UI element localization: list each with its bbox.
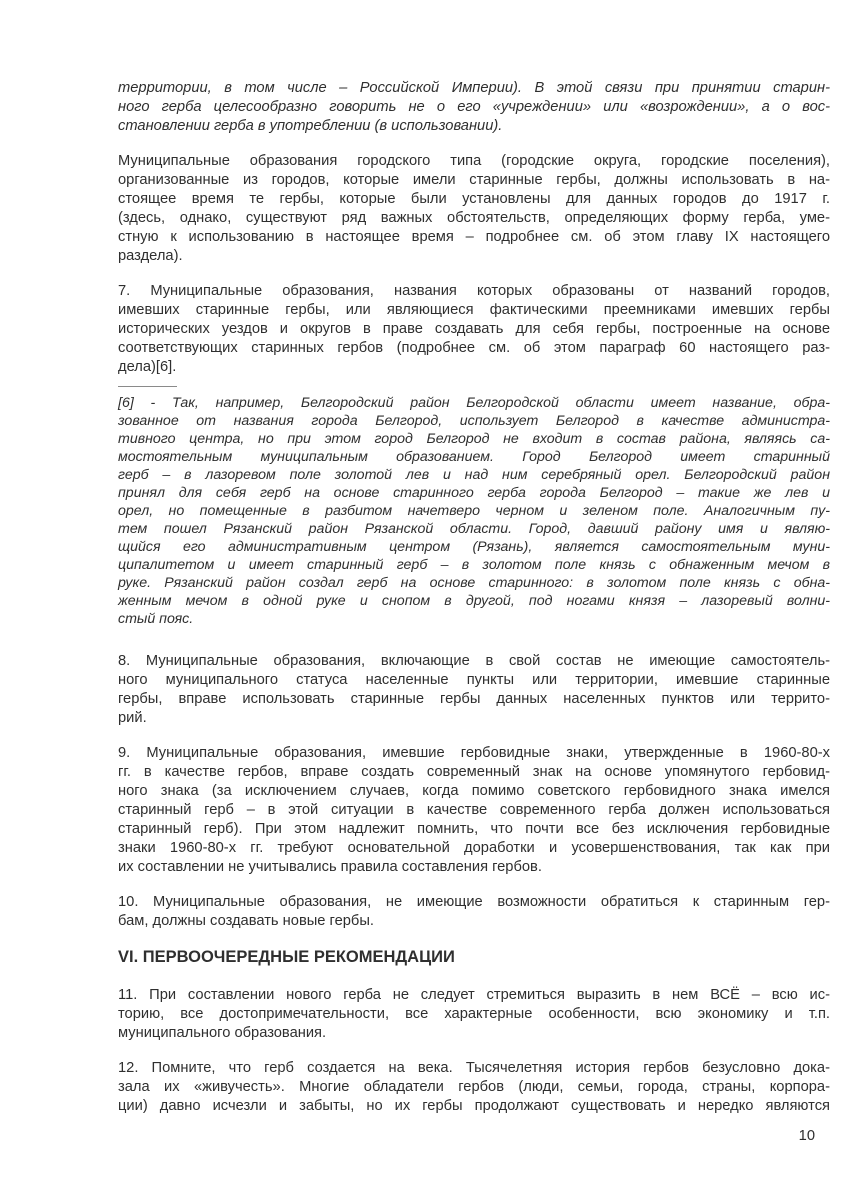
footnote-divider: [118, 386, 177, 387]
text-line: гг. в качестве гербов, вправе создать современный знак на основе упомянутого гербовид-: [118, 764, 830, 780]
text-line: дела)[6].: [118, 359, 177, 375]
text-line: имевших старинные гербы, или являющиеся фактическими преемниками имевших гербы: [118, 302, 830, 318]
text-line: стоящее время те гербы, которые были установлены для данных городов до 1917 г.: [118, 191, 830, 207]
text-line: бам, должны создавать новые гербы.: [118, 913, 374, 929]
text-line: 7. Муниципальные образования, названия которых образованы от названий городов,: [118, 283, 830, 299]
text-line: торию, все достопримечательности, все характерные особенности, всю экономику и т.п.: [118, 1006, 830, 1022]
text-line: 11. При составлении нового герба не следует стремиться выразить в нем ВСЁ – всю ис-: [118, 987, 830, 1003]
text-line: зала их «живучесть». Многие обладатели гербов (люди, семьи, города, страны, корпора-: [118, 1079, 830, 1095]
document-content: [118, 79, 830, 1132]
text-line: стную к использованию в настоящее время – подробнее см. об этом главу IX настоящего: [118, 229, 830, 245]
text-line: организованные из городов, которые имели старинные гербы, должны использовать в на-: [118, 172, 830, 188]
paragraph: [118, 652, 830, 728]
text-line: ципалитетом и имеет старинный герб – в золотом поле князь с обнаженным мечом в: [118, 557, 830, 573]
text-line: тем пошел Рязанский район Рязанской области. Город, давший району имя и являю-: [118, 521, 830, 537]
text-line: раздела).: [118, 248, 183, 264]
text-line: ного герба целесообразно говорить не о его «учреждении» или «возрождении», а о вос-: [118, 99, 830, 115]
text-line: ного муниципального статуса населенные пункты или территории, имевшие старинные: [118, 672, 830, 688]
text-line: их составлении не учитывались правила составления гербов.: [118, 859, 542, 875]
paragraph: [118, 744, 830, 877]
text-line: рий.: [118, 710, 147, 726]
text-line: 8. Муниципальные образования, включающие в свой состав не имеющие самостоятель-: [118, 653, 830, 669]
paragraph: [118, 282, 830, 377]
text-line: [6] - Так, например, Белгородский район Белгородской области имеет название, обра-: [118, 395, 830, 411]
paragraph: [118, 1059, 830, 1116]
text-line: 10. Муниципальные образования, не имеющие возможности обратиться к старинным гер-: [118, 894, 830, 910]
text-line: принял для себя герб на основе старинного герба города Белгород – такие же лев и: [118, 485, 830, 501]
text-line: соответствующих старинных гербов (подробнее см. об этом параграф 60 настоящего раз-: [118, 340, 830, 356]
paragraph: [118, 79, 830, 136]
text-line: территории, в том числе – Российской Империи). В этой связи при принятии старин-: [118, 80, 830, 96]
section-heading: VI. ПЕРВООЧЕРЕДНЫЕ РЕКОМЕНДАЦИИ: [118, 948, 455, 966]
text-line: 9. Муниципальные образования, имевшие гербовидные знаки, утвержденные в 1960-80-х: [118, 745, 830, 761]
text-line: старинный герб). При этом надлежит помнить, что почти все без исключения гербовидные: [118, 821, 830, 837]
paragraph: [118, 986, 830, 1043]
text-line: мостоятельным муниципальным образованием. Город Белгород имеет старинный: [118, 449, 830, 465]
text-line: герб – в лазоревом поле золотой лев и над ним серебряный орел. Белгородский район: [118, 467, 830, 483]
text-line: исторических уездов и округов в праве создавать для себя гербы, построенные на основе: [118, 321, 830, 337]
text-line: (здесь, однако, существуют ряд важных обстоятельств, определяющих форму герба, уме-: [118, 210, 830, 226]
text-line: знаки 1960-80-х гг. требуют основательной доработки и усовершенствования, так как при: [118, 840, 830, 856]
text-line: орел, но помещенные в разбитом начетверо черном и зеленом поле. Аналогичным пу-: [118, 503, 830, 519]
text-line: Муниципальные образования городского типа (городские округа, городские поселения),: [118, 153, 830, 169]
text-line: щийся его административным центром (Рязань), является самостоятельным муни-: [118, 539, 830, 555]
text-line: становлении герба в употреблении (в использовании).: [118, 118, 503, 134]
text-line: ции) давно исчезли и забыты, но их гербы продолжают существовать и нередко являются: [118, 1098, 830, 1114]
page-number: 10: [798, 1128, 815, 1144]
text-line: стый пояс.: [118, 611, 194, 627]
text-line: тивного центра, но при этом город Белгород не входит в состав района, являясь са-: [118, 431, 830, 447]
text-line: старинный герб – в этой ситуации в качестве современного герба должен использоваться: [118, 802, 830, 818]
text-line: гербы, вправе использовать старинные гербы данных населенных пунктов или террито-: [118, 691, 830, 707]
text-line: 12. Помните, что герб создается на века. Тысячелетняя история гербов безусловно дока-: [118, 1060, 830, 1076]
paragraph: [118, 893, 830, 931]
text-line: ного знака (за исключением случаев, когда помимо советского гербовидного знака имелся: [118, 783, 830, 799]
text-line: зованное от названия города Белгород, использует Белгород в качестве администра-: [118, 413, 830, 429]
paragraph: [118, 152, 830, 266]
footnote: [118, 394, 830, 628]
text-line: муниципального образования.: [118, 1025, 327, 1041]
text-line: руке. Рязанский район создал герб на основе старинного: в золотом поле князь с обна-: [118, 575, 830, 591]
text-line: женным мечом в одной руке и снопом в другой, под ногами князя – лазоревый волни-: [118, 593, 830, 609]
